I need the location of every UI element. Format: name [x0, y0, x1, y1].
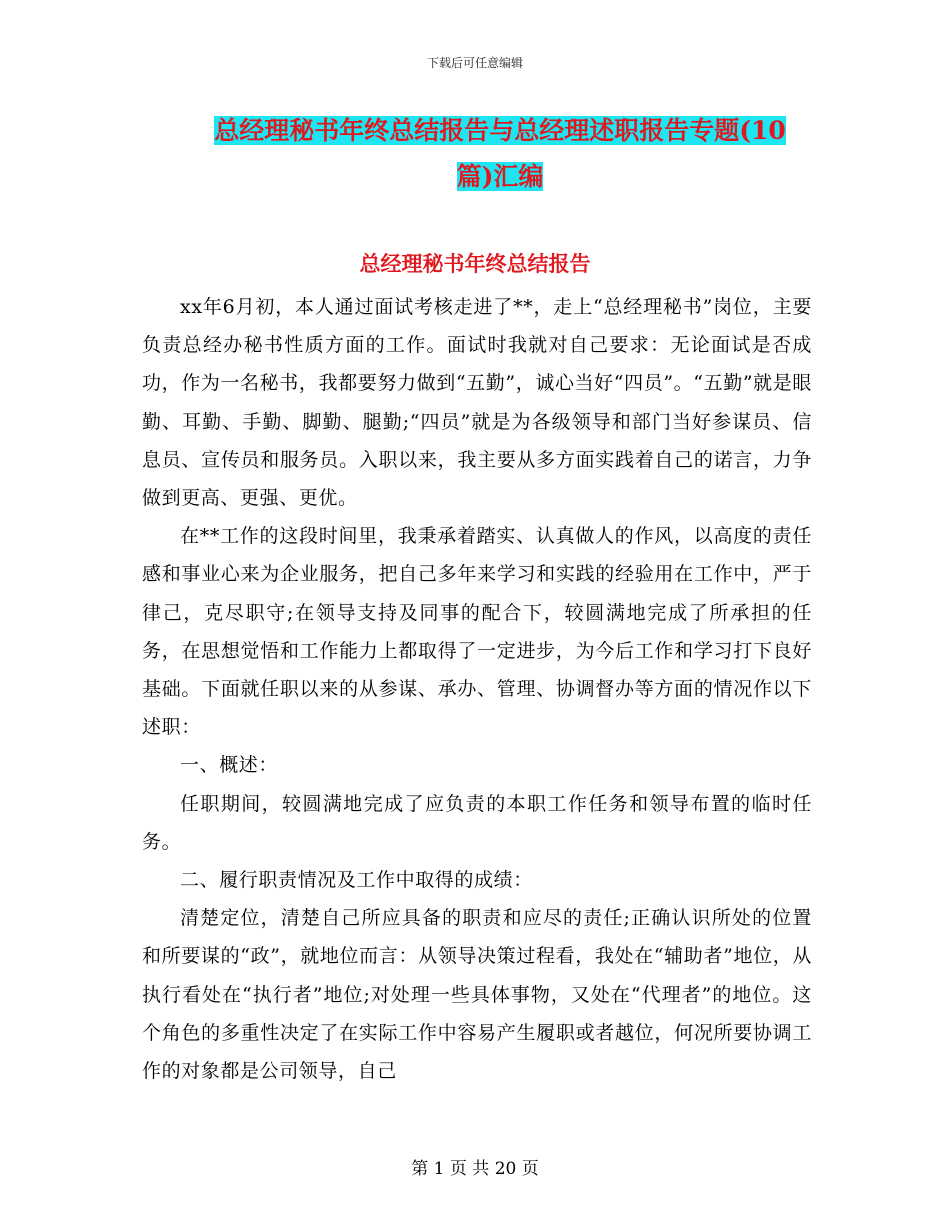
paragraph: 清楚定位，清楚自己所应具备的职责和应尽的责任;正确认识所处的位置和所要谋的“政”，就地位而言：从领导决策过程看，我处在“辅助者”地位，从执行看处在“执行者”地位;对处理一些具体事物，又处在“代理者”的地位。这个角色的多重性决定了在实际工作中容易产生履职或者越位，何况所要协调工作的对象都是公司领导，自己	[142, 907, 812, 1083]
paragraph: xx年6月初，本人通过面试考核走进了**，走上“总经理秘书”岗位，主要负责总经办秘书性质方面的工作。面试时我就对自己要求：无论面试是否成功，作为一名秘书，我都要努力做到“五勤”，诚心当好“四员”。“五勤”就是眼勤、耳勤、手勤、脚勤、腿勤;“四员”就是为各级领导和部门当好参谋员、信息员、宣传员和服务员。入职以来，我主要从多方面实践着自己的诺言，力争做到更高、更强、更优。	[142, 296, 812, 510]
document-title-line-2: 篇)汇编	[456, 162, 544, 191]
document-title-line-1: 总经理秘书年终总结报告与总经理述职报告专题(10	[214, 116, 786, 145]
section-heading: 一、概述：	[180, 754, 279, 777]
paragraph: 任职期间，较圆满地完成了应负责的本职工作任务和领导布置的临时任务。	[142, 792, 812, 853]
header-note: 下载后可任意编辑	[426, 56, 523, 70]
document-title	[140, 108, 860, 200]
paragraph: 在**工作的这段时间里，我秉承着踏实、认真做人的作风，以高度的责任感和事业心来为企业服务，把自己多年来学习和实践的经验用在工作中，严于律己，克尽职守;在领导支持及同事的配合下，较圆满地完成了所承担的任务，在思想觉悟和工作能力上都取得了一定进步，为今后工作和学习打下良好基础。下面就任职以来的从参谋、承办、管理、协调督办等方面的情况作以下述职：	[142, 525, 812, 739]
page-number: 第 1 页 共 20 页	[411, 1159, 539, 1179]
body-text	[142, 288, 812, 1090]
section-heading: 二、履行职责情况及工作中取得的成绩：	[180, 869, 533, 892]
section-title: 总经理秘书年终总结报告	[359, 251, 591, 276]
